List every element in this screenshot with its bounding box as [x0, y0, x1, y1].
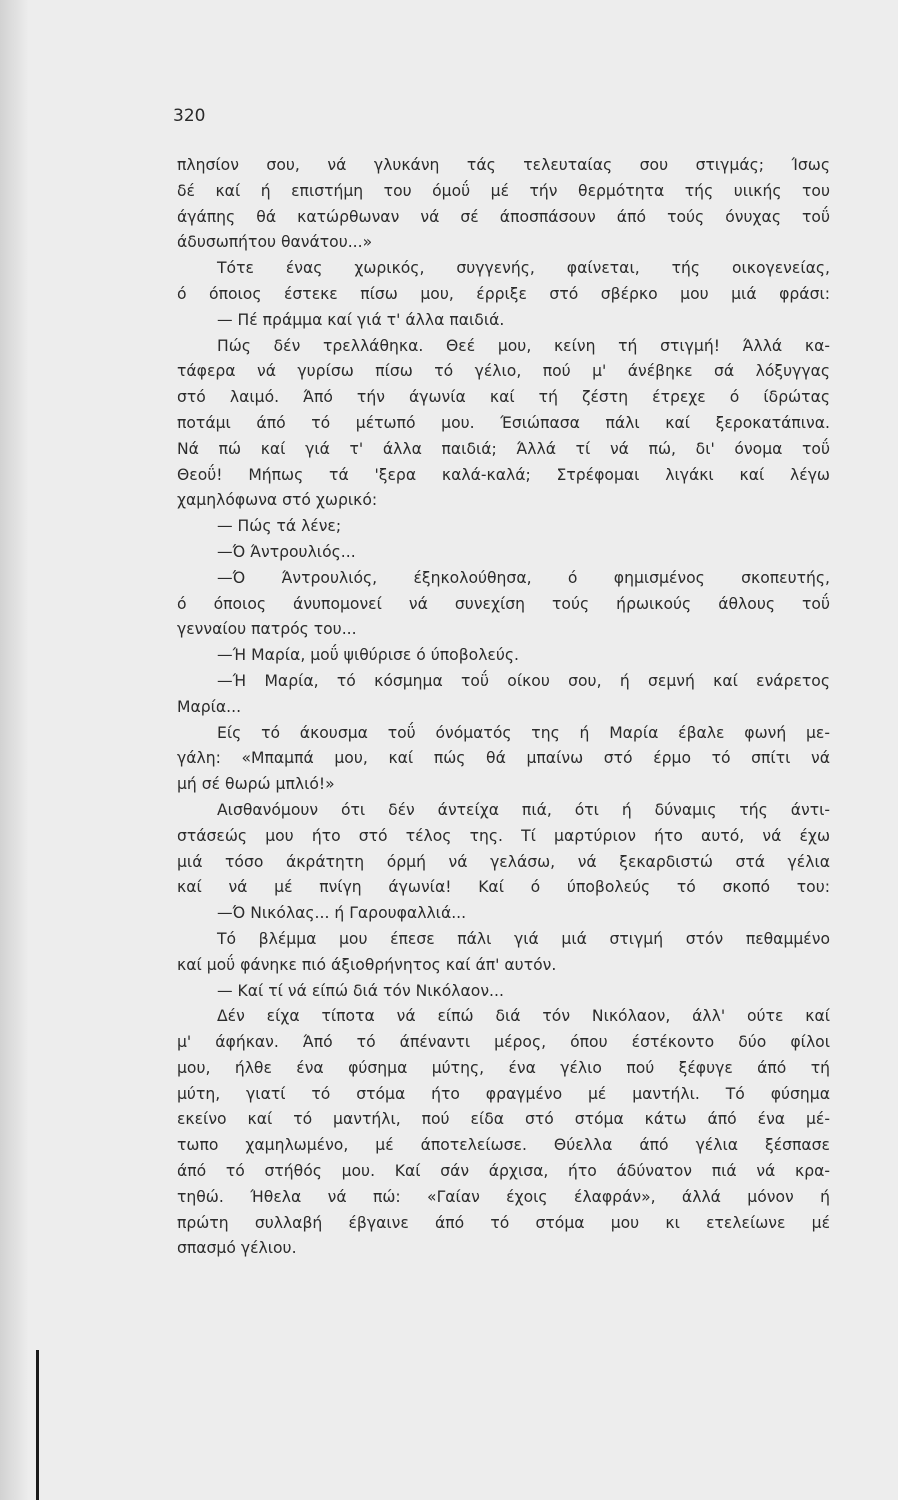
body-text: [177, 153, 830, 1262]
text-line: Τό βλέμμα μου έπεσε πάλι γιά μιά στιγμή στόν πεθαμμένο: [217, 929, 830, 948]
text-line: —Ό Άντρουλιός...: [217, 542, 356, 561]
text-line: Δέν είχα τίποτα νά είπώ διά τόν Νικόλαον, άλλ' ούτε καί: [217, 1007, 830, 1026]
text-line: ό όποιος έστεκε πίσω μου, έρριξε στό σβέρκο μου μιά φράσι:: [177, 284, 830, 303]
text-line: Είς τό άκουσμα τοΰ όνόματός της ή Μαρία έβαλε φωνή με-: [217, 723, 830, 742]
text-line: μύτη, γιατί τό στόμα ήτο φραγμένο μέ μαντήλι. Τό φύσημα: [177, 1084, 830, 1103]
text-line: —Ή Μαρία, μοΰ ψιθύρισε ό ύποβολεύς.: [217, 646, 519, 665]
text-line: πλησίον σου, νά γλυκάνη τάς τελευταίας σου στιγμάς; Ίσως: [177, 156, 830, 174]
text-line: καί νά μέ πνίγη άγωνία! Καί ό ύποβολεύς τό σκοπό του:: [177, 878, 830, 897]
text-line: — Πέ πράμμα καί γιά τ' άλλα παιδιά.: [217, 310, 505, 329]
text-line: Αισθανόμουν ότι δέν άντείχα πιά, ότι ή δύναμις τής άντι-: [217, 800, 830, 819]
text-line: μ' άφήκαν. Άπό τό άπέναντι μέρος, όπου έστέκοντο δύο φίλοι: [177, 1033, 830, 1052]
text-line: ποτάμι άπό τό μέτωπό μου. Έσιώπασα πάλι καί ξεροκατάπινα.: [177, 413, 830, 432]
text-line: — Καί τί νά είπώ διά τόν Νικόλαον...: [217, 981, 504, 1000]
text-line: —Ό Άντρουλιός, έξηκολούθησα, ό φημισμένος σκοπευτής,: [217, 568, 830, 587]
text-line: ό όποιος άνυπομονεί νά συνεχίση τούς ήρωικούς άθλους τοΰ: [177, 594, 830, 613]
text-line: στάσεώς μου ήτο στό τέλος της. Τί μαρτύριον ήτο αυτό, νά έχω: [177, 826, 830, 845]
text-line: Νά πώ καί γιά τ' άλλα παιδιά; Άλλά τί νά πώ, δι' όνομα τοΰ: [177, 439, 830, 458]
text-line: τωπο χαμηλωμένο, μέ άποτελείωσε. Θύελλα άπό γέλια ξέσπασε: [177, 1136, 830, 1155]
text-line: —Ό Νικόλας... ή Γαρουφαλλιά...: [217, 904, 467, 923]
text-line: —Ή Μαρία, τό κόσμημα τοΰ οίκου σου, ή σεμνή καί ενάρετος: [217, 671, 830, 690]
text-line: τάφερα νά γυρίσω πίσω τό γέλιο, πού μ' άνέβηκε σά λόξυγγας: [177, 362, 830, 381]
text-line: χαμηλόφωνα στό χωρικό:: [177, 491, 378, 510]
text-line: γάλη: «Μπαμπά μου, καί πώς θά μπαίνω στό έρμο τό σπίτι νά: [177, 749, 830, 768]
binding-gutter-shadow: [0, 0, 28, 1500]
text-line: Τότε ένας χωρικός, συγγενής, φαίνεται, τής οικογενείας,: [217, 259, 830, 278]
text-line: σπασμό γέλιου.: [177, 1239, 297, 1258]
page-number: 320: [173, 106, 206, 126]
binding-edge-mark: [36, 1350, 39, 1500]
text-line: Πώς δέν τρελλάθηκα. Θεέ μου, κείνη τή στιγμή! Άλλά κα-: [217, 336, 830, 355]
text-line: μή σέ θωρώ μπλιό!»: [177, 775, 335, 794]
text-line: δέ καί ή επιστήμη του όμοΰ μέ τήν θερμότητα τής υιικής του: [177, 181, 830, 200]
text-line: Μαρία...: [177, 697, 242, 716]
text-line: άδυσωπήτου θανάτου...»: [177, 233, 373, 252]
text-line: μιά τόσο άκράτητη όρμή νά γελάσω, νά ξεκαρδιστώ στά γέλια: [177, 852, 830, 871]
text-line: τηθώ. Ήθελα νά πώ: «Γαίαν έχοις έλαφράν», άλλά μόνον ή: [177, 1187, 830, 1206]
text-line: στό λαιμό. Άπό τήν άγωνία καί τή ζέστη έτρεχε ό ίδρώτας: [177, 388, 830, 407]
text-line: καί μοΰ φάνηκε πιό άξιοθρήνητος καί άπ' αυτόν.: [177, 955, 557, 974]
text-line: άπό τό στήθός μου. Καί σάν άρχισα, ήτο άδύνατον πιά νά κρα-: [177, 1162, 830, 1181]
text-line: γενναίου πατρός του...: [177, 620, 357, 639]
text-line: — Πώς τά λένε;: [217, 517, 342, 536]
text-line: μου, ήλθε ένα φύσημα μύτης, ένα γέλιο πού ξέφυγε άπό τή: [177, 1058, 830, 1077]
text-line: Θεοΰ! Μήπως τά 'ξερα καλά-καλά; Στρέφομαι λιγάκι καί λέγω: [177, 465, 830, 484]
text-line: άγάπης θά κατώρθωναν νά σέ άποσπάσουν άπό τούς όνυχας τοΰ: [177, 207, 830, 226]
text-line: πρώτη συλλαβή έβγαινε άπό τό στόμα μου κι ετελείωνε μέ: [177, 1213, 830, 1232]
text-line: εκείνο καί τό μαντήλι, πού είδα στό στόμα κάτω άπό ένα μέ-: [177, 1110, 830, 1129]
